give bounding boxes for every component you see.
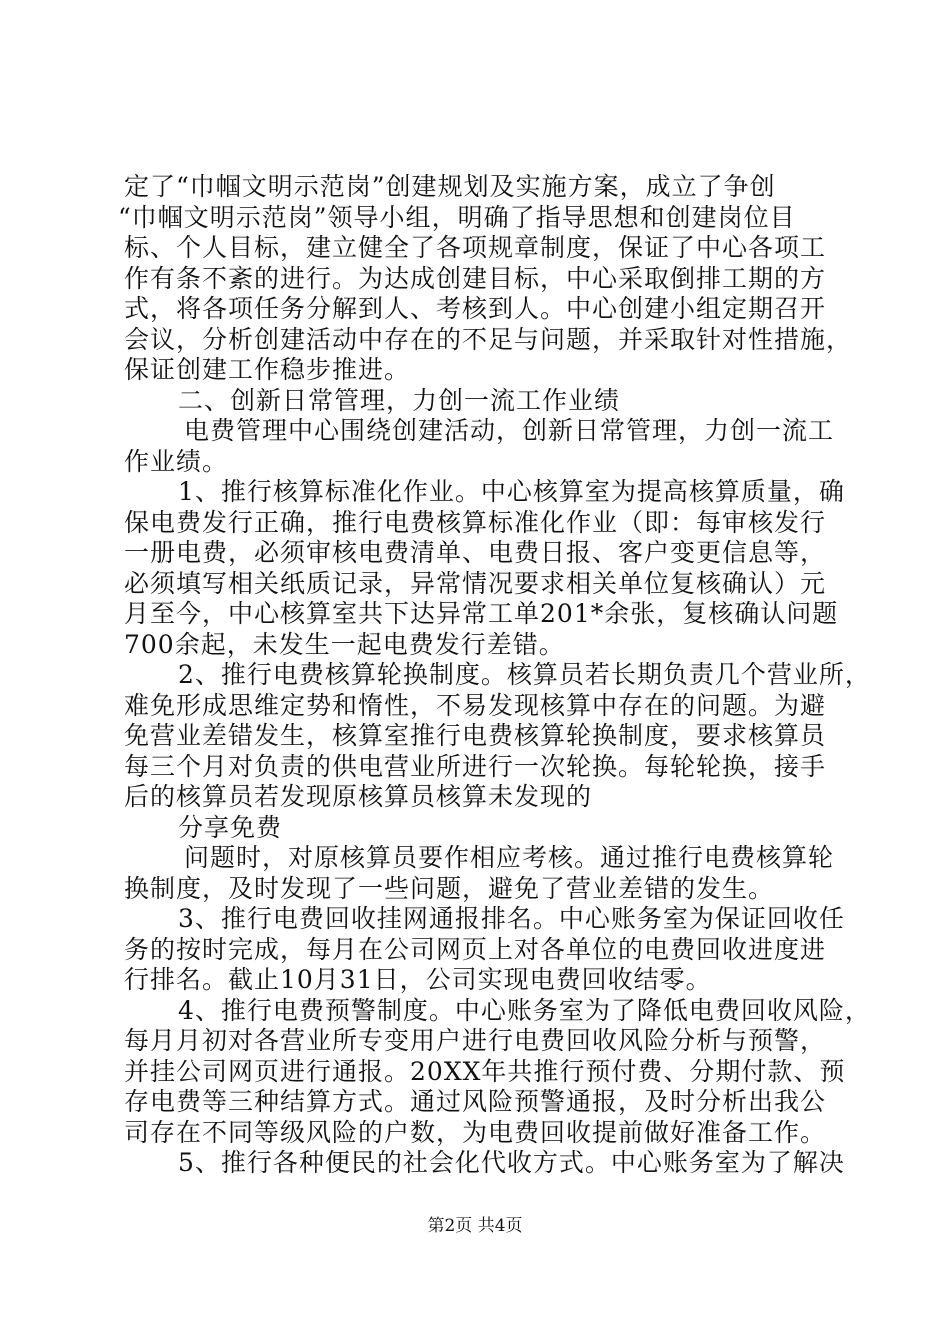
text-line: 月至今，中心核算室共下达异常工单201*余张，复核确认问题 (124, 599, 839, 628)
text-line: 每三个月对负责的供电营业所进行一次轮换。每轮轮换，接手 (124, 751, 827, 781)
text-line: 每月月初对各营业所专变用户进行电费回收风险分析与预警， (124, 1026, 827, 1055)
text-line: 5、推行各种便民的社会化代收方式。中心账务室为了解决 (178, 1148, 845, 1177)
text-line: 作业绩。 (124, 446, 229, 476)
text-line: 式，将各项任务分解到人、考核到人。中心创建小组定期召开 (124, 294, 827, 323)
text-line: 行排名。截止10月31日，公司实现电费回收结零。 (124, 965, 712, 994)
text-line: 换制度，及时发现了一些问题，避免了营业差错的发生。 (124, 873, 775, 903)
text-line: 电费管理中心围绕创建活动，创新日常管理，力创一流工 (184, 416, 835, 445)
text-line: 2、推行电费核算轮换制度。核算员若长期负责几个营业所， (178, 660, 871, 689)
text-line: 难免形成思维定势和惰性，不易发现核算中存在的问题。为避 (124, 690, 827, 720)
text-line: 1、推行核算标准化作业。中心核算室为提高核算质量，确 (178, 477, 845, 506)
text-line: 务的按时完成，每月在公司网页上对各单位的电费回收进度进 (124, 934, 827, 964)
text-line: 后的核算员若发现原核算员核算未发现的 (124, 782, 593, 811)
text-line: 保电费发行正确，推行电费核算标准化作业（即：每审核发行 (124, 507, 827, 537)
text-line: 并挂公司网页进行通报。20XX年共推行预付费、分期付款、预 (124, 1056, 846, 1086)
text-line: 会议，分析创建活动中存在的不足与问题，并采取针对性措施， (124, 324, 853, 354)
section-heading: 二、创新日常管理，力创一流工作业绩 (178, 385, 621, 415)
text-line: 问题时，对原核算员要作相应考核。通过推行电费核算轮 (184, 843, 835, 872)
text-line: 一册电费，必须审核电费清单、电费日报、客户变更信息等， (124, 538, 827, 567)
text-line: 定了“巾帼文明示范岗”创建规划及实施方案，成立了争创 (124, 172, 776, 201)
text-line: 作有条不紊的进行。为达成创建目标，中心采取倒排工期的方 (124, 263, 827, 293)
share-free-label: 分享免费 (178, 812, 283, 842)
text-line: 3、推行电费回收挂网通报排名。中心账务室为保证回收任 (178, 904, 845, 933)
text-line: 700余起，未发生一起电费发行差错。 (124, 629, 565, 659)
text-line: 免营业差错发生，核算室推行电费核算轮换制度，要求核算员 (124, 721, 827, 750)
text-line: 4、推行电费预警制度。中心账务室为了降低电费回收风险， (178, 995, 871, 1025)
text-line: 标、个人目标，建立健全了各项规章制度，保证了中心各项工 (124, 233, 827, 262)
text-line: 必须填写相关纸质记录，异常情况要求相关单位复核确认）元 (124, 568, 827, 598)
text-line: 司存在不同等级风险的户数，为电费回收提前做好准备工作。 (124, 1117, 827, 1147)
text-line: 存电费等三种结算方式。通过风险预警通报，及时分析出我公 (124, 1087, 827, 1116)
text-line: 保证创建工作稳步推进。 (124, 355, 411, 384)
text-line: “巾帼文明示范岗”领导小组，明确了指导思想和创建岗位目 (118, 202, 796, 232)
page-number-footer: 第2页 共4页 (427, 1216, 523, 1236)
